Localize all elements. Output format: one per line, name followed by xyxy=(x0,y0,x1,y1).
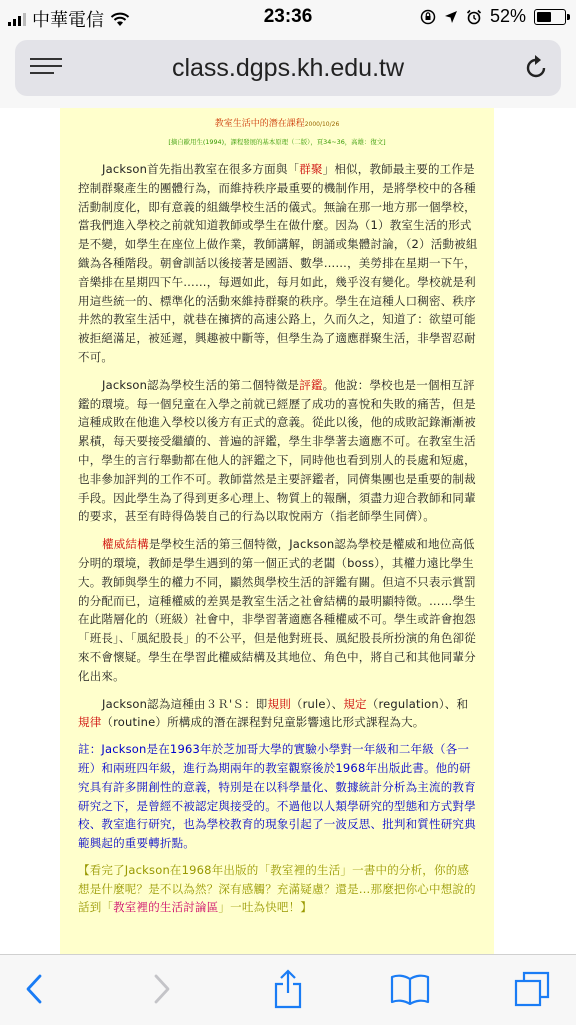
chevron-right-icon xyxy=(152,973,172,1005)
discussion-forum-link[interactable]: 教室裡的生活討論區 xyxy=(113,900,219,915)
url-text[interactable]: class.dgps.kh.edu.tw xyxy=(171,54,405,82)
article-source: [摘自歐用生(1994)，課程發展的基本原理（二版），頁34~36，高雄：復文] xyxy=(168,138,386,146)
status-bar xyxy=(0,0,576,34)
web-content xyxy=(0,108,576,954)
paragraph-crowds: Jackson首先指出教室在很多方面與「群聚」相似，教師最主要的工作是控制群聚產生的團體行為，而維持秩序最重要的機制作用，是將學校中的各種活動制度化，即有意義的組織學校生活的儀式。無論在那一地方那一個學校，當我們進入學校之前就知道教師或學生在做什麼。因為（1）教室生活的形式是不變，如學生在座位上做作業，教師講解，朗誦或集體討論，（2）活動被組織為各種階段。朝會訓話以後接著是國語、數學……，美勞排在星期一下午，音樂排在星期四下午……，每週如此，每月如此，幾乎沒有變化。學校就是利用這些統一的、標準化的活動來維持群聚的秩序。學生在這種人口稠密、秩序井然的教室生活中，就巷在擁擠的高速公路上，久而久之，知道了：欲望可能被拒絕滿足，被延遲，興趣被中斷等，但學生為了適應群聚生活，非學習忍耐不可。 xyxy=(78,162,478,364)
author-note: 註：Jackson是在1963年於芝加哥大學的實驗小學對一年級和二年級（各一班）和兩班四年級，進行為期兩年的教室觀察後於1968年出版此書。他的研究具有許多開創性的意義，特別是在以科學量化、數據統計分析為主流的教育研究之下，是曾經不被認定與接受的。不過他以人類學研究的型態和方式對學校、教室進行研究，也為學校教育的現象引起了一波反思、批判和質性研究典範興起的重要轉折點。 xyxy=(78,742,476,851)
tabs-button[interactable] xyxy=(510,967,554,1011)
location-icon xyxy=(444,10,458,24)
browser-header xyxy=(0,34,576,109)
book-icon xyxy=(390,973,430,1005)
alarm-icon xyxy=(466,9,482,25)
keyword-crowds: 群聚 xyxy=(299,162,323,176)
keyword-rule: 規則 xyxy=(267,696,291,711)
back-button[interactable] xyxy=(12,967,56,1011)
share-button[interactable] xyxy=(266,967,310,1011)
article xyxy=(60,108,494,954)
bookmarks-button[interactable] xyxy=(388,967,432,1011)
carrier-name: 中華電信 xyxy=(32,10,104,30)
battery-percent: 52% xyxy=(489,6,526,26)
address-bar[interactable] xyxy=(15,40,561,96)
discussion-prompt: 【看完了Jackson在1968年出版的「教室裡的生活」一書中的分析，你的感想是什麼呢？是不以為然？深有感觸？充滿疑慮？還是…那麼把你心中想說的話到「教室裡的生活討論區」一吐為快吧！】 xyxy=(78,862,476,915)
tabs-icon xyxy=(513,970,551,1008)
article-date: 2000/10/26 xyxy=(304,121,340,128)
chevron-left-icon xyxy=(24,973,44,1005)
share-icon xyxy=(273,969,303,1009)
browser-toolbar xyxy=(0,954,576,1025)
paragraph-authority: 權威結構是學校生活的第三個特徵，Jackson認為學校是權威和地位高低分明的環境，教師是學生遇到的第一個正式的老闆（boss），其權力遠比學生大。教師與學生的權力不同，顯然與學校生活的評鑑有關。但這不只表示賞罰的分配而已，這種權威的差異是教室生活之社會結構的最明顯特徵。……學生在此階層化的（班級）社會中，非學習著適應各種權威不可。學生或許會抱怨「班長」、「風紀股長」的不公平，但是他對班長、風紀股長所扮演的角色卻從來不會懷疑。學生在學習此權威結構及其地位、角色中，將自己和其他同輩分化出來。 xyxy=(78,537,476,683)
keyword-routine: 規律 xyxy=(78,715,102,730)
paragraph-evaluation: Jackson認為學校生活的第二個特徵是評鑑。他說：學校也是一個相互評鑑的環境。每一個兒童在入學之前就已經歷了成功的喜悅和失敗的痛苦，但是這種成敗在他進入學校以後方有正式的意義。從此以後，他的成敗記錄漸漸被累積，每天要接受繼續的、普遍的評鑑，學生非學著去適應不可。在教室生活中，學生的言行舉動都在他人的評鑑之下，同時他也看到別人的長處和短處，也非參加評判的工作不可。教師當然是主要評鑑者，同儕集團也是重要的制裁手段。因此學生為了得到更多心理上、物質上的報酬，須盡力迎合教師和同輩的要求，甚至有時得偽裝自己的行為以取悅兩方（指老師學生同儕）。 xyxy=(78,377,476,524)
article-title-text: 教室生活中的潛在課程 xyxy=(214,119,305,129)
reload-icon[interactable] xyxy=(523,54,549,82)
article-title xyxy=(60,116,494,129)
forward-button[interactable] xyxy=(140,967,184,1011)
keyword-regulation: 規定 xyxy=(343,696,367,711)
battery-icon xyxy=(534,9,566,25)
orientation-lock-icon xyxy=(420,9,436,25)
keyword-authority: 權威結構 xyxy=(102,537,149,552)
status-right xyxy=(420,6,566,27)
status-time: 23:36 xyxy=(263,6,313,27)
keyword-evaluation: 評鑑 xyxy=(299,377,323,392)
paragraph-three-rs: Jackson認為這種由３Ｒ'Ｓ：即規則（rule）、規定（regulation）、和規律（routine）所構成的潛在課程對兒童影響遠比形式課程為大。 xyxy=(78,696,469,730)
